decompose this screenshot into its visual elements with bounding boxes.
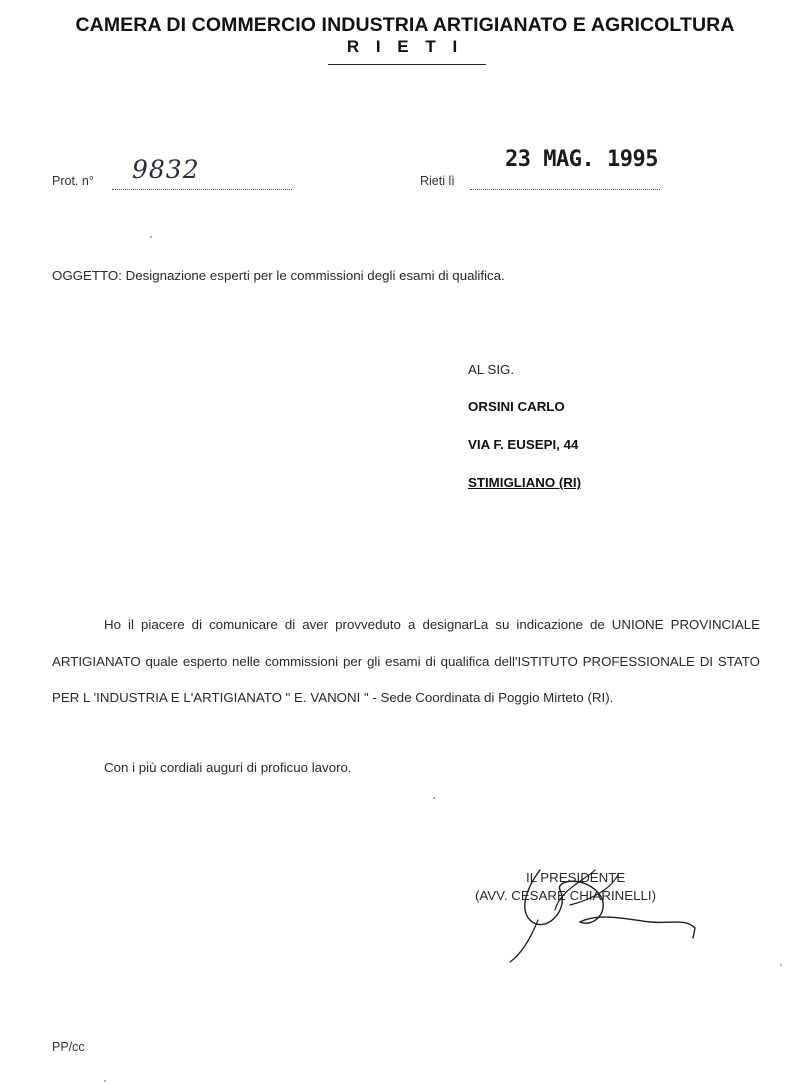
scan-speck [433,797,435,799]
date-dotted-line [470,175,660,190]
date-stamp: 23 MAG. 1995 [505,147,658,172]
scan-speck [780,964,782,966]
initials-footer: PP/cc [52,1040,85,1054]
recipient-name: ORSINI CARLO [468,399,565,414]
recipient-city: STIMIGLIANO (RI) [468,475,582,490]
letterhead-title: CAMERA DI COMMERCIO INDUSTRIA ARTIGIANATO E AGRICOLTURA [75,14,735,36]
signatory-name: (AVV. CESARE CHIARINELLI) [475,888,657,903]
handwritten-signature [500,850,710,970]
letterhead-rule [328,64,486,65]
body-paragraph: Ho il piacere di comunicare di aver provveduto a designarLa su indicazione de UNIONE PROVINCIALE ARTIGIANATO quale esperto nelle commissioni per gli esami di qualifica dell'ISTITUTO PROFESSIONALE DI STATO PER L 'INDUSTRIA E L'ARTIGIANATO " E. VANONI " - Sede Coordinata di Poggio Mirteto (RI). [52,617,760,705]
scan-speck [104,1080,106,1082]
subject-line: OGGETTO: Designazione esperti per le commissioni degli esami di qualifica. [52,268,505,283]
protocol-label: Prot. n° [52,174,94,188]
letterhead-city: R I E T I [346,37,464,56]
recipient-street: VIA F. EUSEPI, 44 [468,437,579,452]
closing-line: Con i più cordiali auguri di proficuo lavoro. [104,760,352,775]
signatory-title: IL PRESIDENTE [526,870,626,885]
place-label: Rieti lì [420,174,455,188]
scan-speck [150,236,152,238]
recipient-salutation: AL SIG. [468,362,515,377]
protocol-number: 9832 [132,155,200,184]
